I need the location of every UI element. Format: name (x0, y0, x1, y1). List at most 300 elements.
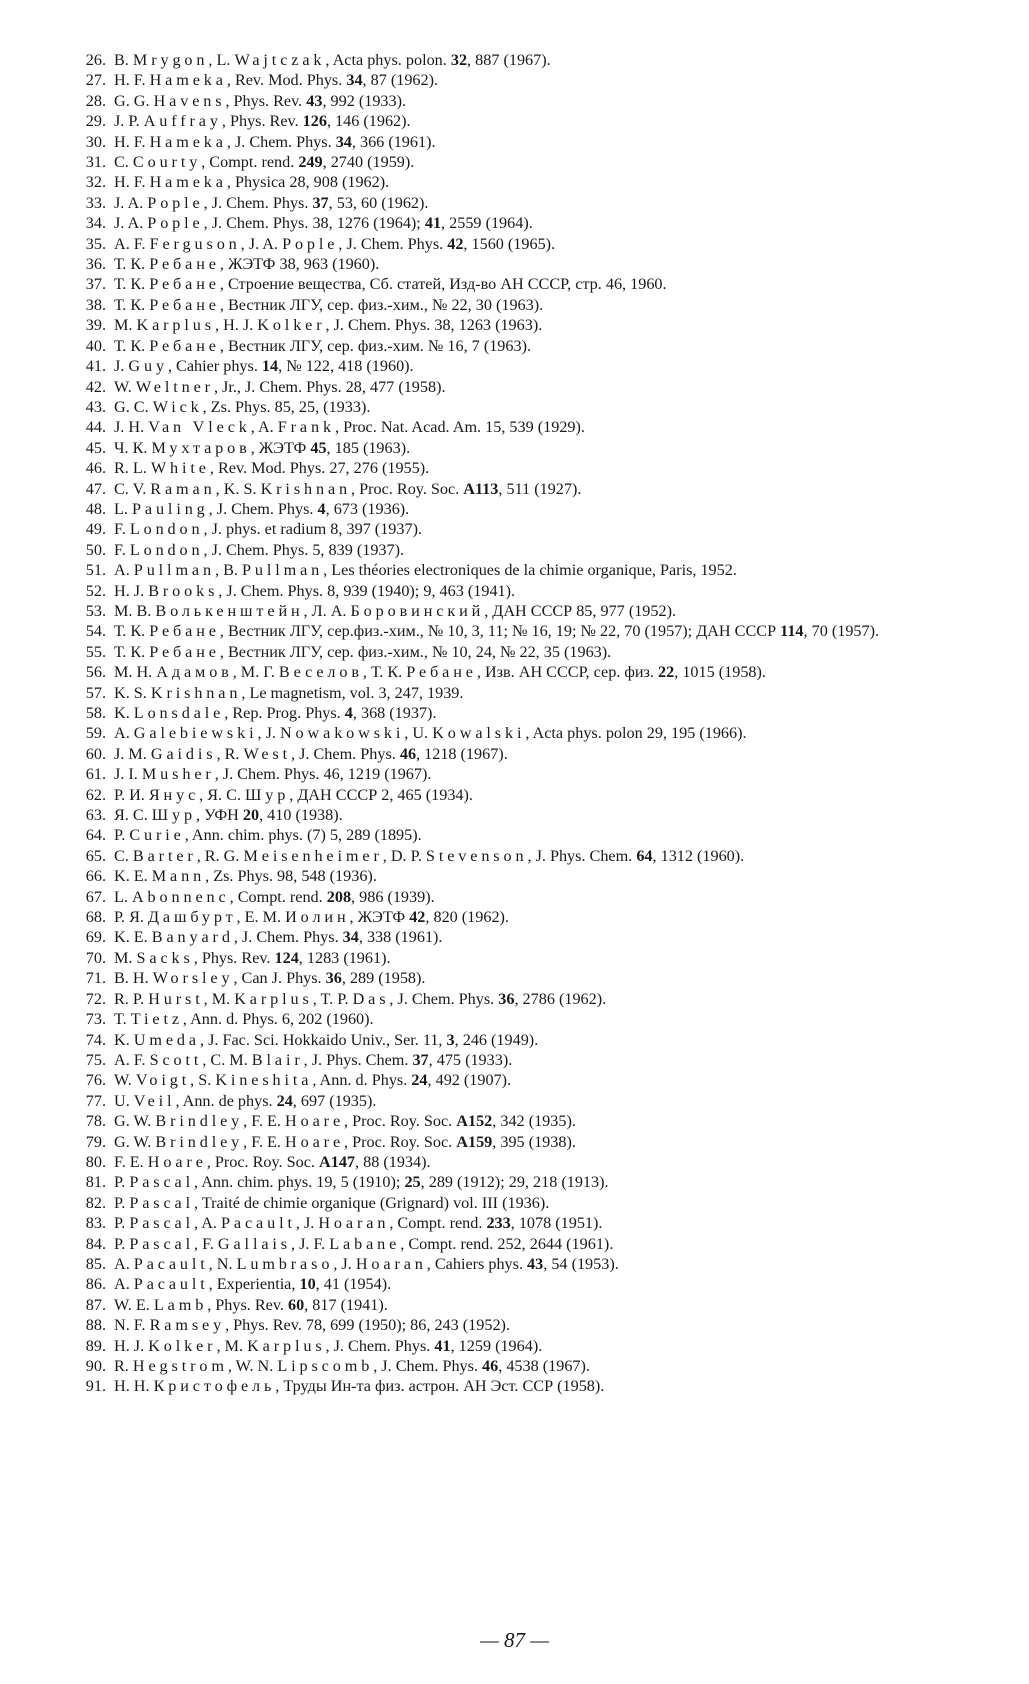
citation-text: , 410 (1938). (259, 806, 343, 825)
reference-item (62, 254, 962, 274)
citation-text: J. P. (114, 112, 144, 131)
author-name: Pacault (133, 1254, 209, 1273)
reference-item (62, 519, 962, 539)
reference-text (114, 50, 962, 70)
citation-text: H. F. (114, 132, 150, 151)
author-name: Van Vleck (148, 418, 251, 437)
reference-number: 70. (85, 948, 106, 967)
citation-text: , М. Г. (232, 663, 279, 682)
author-name: Ребане (149, 642, 220, 661)
citation-text: , 4538 (1967). (498, 1357, 590, 1375)
volume-number: A152 (456, 1112, 493, 1131)
citation-text: , Ann. chim. phys. (7) 5, 289 (1895). (184, 826, 422, 845)
citation-text: , M. (203, 989, 235, 1008)
reference-number: 55. (85, 642, 106, 661)
citation-text: , Изв. АН СССР, сер. физ. (476, 663, 659, 682)
reference-number: 58. (85, 704, 106, 722)
volume-number: 46 (482, 1357, 499, 1375)
reference-text (114, 1050, 962, 1070)
citation-text: , B. (214, 561, 242, 580)
citation-text: F. (114, 520, 130, 539)
citation-text: Н. Н. (114, 1377, 154, 1396)
reference-item (62, 1009, 962, 1029)
citation-text: , J. Chem. Phys. 5, 839 (1937). (203, 540, 405, 559)
reference-text (114, 1009, 962, 1029)
volume-number: 208 (326, 887, 352, 906)
citation-text: , 70 (1957). (803, 622, 880, 641)
author-name: Galebiewski (133, 724, 258, 743)
reference-number: 74. (85, 1030, 106, 1049)
reference-number: 62. (85, 785, 106, 804)
volume-number: 24 (411, 1071, 428, 1090)
reference-item (62, 927, 962, 947)
citation-text: H. F. (114, 71, 150, 90)
citation-text: , L. (208, 51, 235, 69)
citation-text: , Zs. Phys. 85, 25, (1933). (202, 397, 371, 416)
reference-number: 50. (85, 540, 106, 559)
volume-number: 20 (242, 806, 260, 825)
reference-text (114, 499, 962, 519)
reference-item (62, 315, 962, 335)
reference-item (62, 642, 962, 662)
reference-text (114, 744, 962, 764)
citation-text: , 2559 (1964). (441, 214, 533, 233)
reference-number: 60. (85, 744, 106, 763)
citation-text: , Phys. Rev. (207, 1295, 288, 1314)
citation-text: , Вестник ЛГУ, сер.физ.-хим., № 10, 3, 11; № 16, 19; № 22, 70 (1957); ДАН СССР (219, 622, 781, 641)
reference-item (62, 968, 962, 988)
reference-text (114, 234, 962, 254)
author-name: Gaidis (150, 744, 217, 763)
reference-number: 56. (85, 663, 106, 682)
reference-number: 71. (85, 969, 106, 988)
reference-text (114, 1132, 962, 1152)
volume-number: 43 (306, 91, 323, 110)
citation-text: , Rev. Mod. Phys. 27, 276 (1955). (209, 459, 430, 478)
citation-text: , R. G. (196, 846, 244, 865)
citation-text: Ч. К. (114, 438, 152, 457)
citation-text: , 366 (1961). (351, 132, 436, 151)
reference-number: 75. (85, 1050, 106, 1069)
citation-text: J. M. (114, 744, 151, 763)
reference-number: 46. (85, 459, 106, 478)
author-name: Stevenson (425, 846, 528, 865)
citation-text: , 289 (1912); 29, 218 (1913). (420, 1173, 609, 1192)
citation-text: , 338 (1961). (358, 928, 443, 947)
citation-text: G. W. (114, 1132, 156, 1151)
citation-text: , 820 (1962). (425, 908, 509, 927)
citation-text: G. W. (114, 1112, 156, 1131)
reference-item (62, 152, 962, 172)
author-name: Мухтаров (151, 438, 251, 457)
reference-number: 43. (85, 397, 106, 416)
author-name: Veil (133, 1091, 176, 1110)
author-name: Hameka (149, 132, 227, 151)
volume-number: 45 (310, 438, 327, 457)
volume-number: 64 (636, 846, 653, 865)
citation-text: М. В. (114, 601, 156, 620)
citation-text: , 2786 (1962). (514, 989, 607, 1008)
reference-item (62, 1315, 962, 1335)
citation-text: , 2740 (1959). (322, 153, 415, 172)
author-name: Barter (132, 846, 197, 865)
author-name: Wajtczak (234, 51, 326, 69)
reference-number: 64. (85, 826, 106, 845)
reference-text (114, 152, 962, 172)
citation-text: , Л. А. (303, 601, 351, 620)
author-name: Ребане (149, 275, 220, 294)
citation-text: , F. E. (243, 1112, 286, 1131)
reference-item (62, 479, 962, 499)
citation-text: , Rep. Prog. Phys. (224, 704, 345, 722)
reference-text (114, 91, 962, 111)
author-name: Pascal (129, 1234, 194, 1253)
citation-text: , Proc. Roy. Soc. (206, 1152, 320, 1171)
author-name: Pascal (129, 1193, 194, 1212)
volume-number: 233 (486, 1214, 511, 1233)
reference-item (62, 1070, 962, 1090)
author-name: Brindley (155, 1132, 244, 1151)
author-name: Curie (129, 826, 185, 845)
author-name: Hameka (149, 173, 227, 192)
author-name: Krishnan (260, 479, 352, 498)
citation-text: , 492 (1907). (427, 1071, 512, 1090)
reference-item (62, 581, 962, 601)
reference-text (114, 683, 962, 703)
volume-number: 36 (325, 969, 342, 988)
reference-text (114, 377, 962, 397)
reference-item (62, 1376, 962, 1396)
citation-text: L. (114, 499, 132, 518)
author-name: Raman (150, 479, 216, 498)
citation-text: , Ann. de phys. (175, 1091, 277, 1110)
citation-text: P. (114, 1173, 130, 1192)
citation-text: , 395 (1938). (492, 1132, 576, 1151)
citation-text: , Experientia, (208, 1275, 300, 1294)
citation-text: , Вестник ЛГУ, сер. физ.-хим., № 22, 30 (1963). (219, 295, 544, 314)
reference-item (62, 1336, 962, 1356)
reference-number: 32. (85, 173, 106, 192)
volume-number: 46 (399, 744, 417, 763)
author-name: Волькенштейн (155, 601, 304, 620)
reference-number: 87. (85, 1295, 106, 1314)
reference-number: 42. (85, 377, 106, 396)
reference-item (62, 825, 962, 845)
reference-number: 59. (85, 724, 106, 743)
citation-text: , U. (404, 724, 433, 743)
reference-item (62, 846, 962, 866)
reference-number: 66. (85, 867, 106, 886)
reference-text (114, 764, 962, 784)
citation-text: B. (114, 51, 133, 69)
reference-item (62, 438, 962, 458)
reference-text (114, 1152, 962, 1172)
citation-text: , 1259 (1964). (450, 1336, 543, 1355)
citation-text: , J. Chem. Phys. (389, 989, 499, 1008)
citation-text: K. (114, 1030, 134, 1049)
citation-text: , Е. М. (236, 908, 286, 927)
citation-text: , F. E. (243, 1132, 286, 1151)
reference-text (114, 1274, 962, 1294)
reference-number: 77. (85, 1091, 106, 1110)
citation-text: , Cahier phys. (167, 357, 262, 376)
reference-item (62, 377, 962, 397)
citation-text: , Compt. rend. (201, 153, 299, 172)
citation-text: , 475 (1933). (428, 1050, 513, 1069)
citation-text: , A. (194, 1214, 221, 1233)
citation-text: , 289 (1958). (341, 969, 426, 988)
reference-item (62, 91, 962, 111)
volume-number: 36 (498, 989, 515, 1008)
reference-text (114, 560, 962, 580)
reference-item (62, 1030, 962, 1050)
reference-item (62, 744, 962, 764)
volume-number: 249 (298, 153, 323, 172)
citation-text: , J. Chem. Phys. (233, 928, 343, 947)
reference-text (114, 1172, 962, 1192)
reference-text (114, 356, 962, 376)
author-name: London (129, 520, 204, 539)
reference-number: 36. (85, 255, 106, 274)
volume-number: 3 (446, 1030, 455, 1049)
volume-number: 34 (342, 928, 359, 947)
citation-text: , Proc. Roy. Soc. (351, 479, 464, 498)
citation-text: , 1078 (1951). (510, 1214, 603, 1233)
citation-text: , J. Chem. Phys. (291, 744, 400, 763)
citation-text: , H. J. (214, 316, 258, 335)
author-name: Brooks (148, 581, 219, 600)
reference-item (62, 989, 962, 1009)
author-name: Pacault (133, 1275, 209, 1294)
author-name: West (243, 744, 291, 763)
citation-text: , Les théories electroniques de la chimie organique, Paris, 1952. (323, 561, 737, 580)
reference-text (114, 907, 962, 927)
citation-text: , Can J. Phys. (233, 969, 326, 988)
author-name: Lamb (153, 1295, 208, 1314)
reference-text (114, 621, 962, 641)
volume-number: 42 (447, 234, 464, 253)
volume-number: 14 (261, 357, 279, 376)
volume-number: 22 (658, 663, 675, 682)
reference-list (62, 50, 962, 1397)
reference-number: 49. (85, 520, 106, 539)
author-name: Янус (148, 785, 200, 804)
citation-text: , 986 (1939). (351, 887, 435, 906)
reference-number: 27. (85, 71, 106, 90)
citation-text: G. G. (114, 91, 154, 110)
reference-number: 33. (85, 193, 106, 212)
citation-text: R. (114, 1357, 133, 1375)
citation-text: K. E. (114, 867, 152, 886)
citation-text: , J. Chem. Phys. (373, 1357, 483, 1375)
reference-number: 61. (85, 765, 106, 784)
reference-number: 54. (85, 622, 106, 641)
author-name: Hurst (148, 989, 204, 1008)
reference-item (62, 703, 962, 723)
citation-text: , 992 (1933). (322, 91, 407, 110)
citation-text: Я. С. (114, 806, 152, 825)
reference-item (62, 560, 962, 580)
author-name: Kolker (148, 1336, 217, 1355)
citation-text: Т. К. (114, 295, 150, 314)
author-name: Pauling (131, 499, 209, 518)
reference-text (114, 1336, 962, 1356)
citation-text: Т. К. (114, 255, 150, 274)
reference-number: 72. (85, 989, 106, 1008)
citation-text: C. (114, 846, 133, 865)
author-name: Abonnenc (131, 887, 230, 906)
reference-number: 35. (85, 234, 106, 253)
citation-text: , 87 (1962). (362, 71, 439, 90)
citation-text: P. (114, 1214, 130, 1233)
author-name: Ребане (149, 622, 220, 641)
reference-text (114, 1070, 962, 1090)
citation-text: B. H. (114, 969, 153, 988)
reference-number: 52. (85, 581, 106, 600)
citation-text: M. (114, 316, 137, 335)
author-name: Nowakowski (279, 724, 405, 743)
reference-text (114, 1254, 962, 1274)
author-name: Guy (128, 357, 168, 376)
reference-number: 41. (85, 357, 106, 376)
reference-item (62, 1193, 962, 1213)
citation-text: U. (114, 1091, 134, 1110)
author-name: Lumbraso (236, 1254, 334, 1273)
citation-text: , N. (208, 1254, 237, 1273)
reference-number: 48. (85, 499, 106, 518)
reference-text (114, 295, 962, 315)
author-name: Banyard (151, 928, 234, 947)
reference-number: 81. (85, 1173, 106, 1192)
author-name: Hameka (149, 71, 227, 90)
reference-number: 69. (85, 928, 106, 947)
reference-text (114, 274, 962, 294)
author-name: Mann (151, 867, 206, 886)
citation-text: , R. (216, 744, 244, 763)
citation-text: A. (114, 1254, 134, 1273)
reference-text (114, 866, 962, 886)
citation-text: W. E. (114, 1295, 154, 1314)
reference-number: 78. (85, 1112, 106, 1131)
citation-text: Т. К. (114, 642, 150, 661)
reference-item (62, 866, 962, 886)
author-name: Pople (147, 214, 204, 233)
reference-text (114, 111, 962, 131)
citation-text: , Jr., J. Chem. Phys. 28, 477 (1958). (213, 377, 446, 396)
volume-number: 124 (274, 948, 299, 967)
author-name: Шур (151, 806, 196, 825)
citation-text: , ЖЭТФ (250, 438, 311, 457)
citation-text: , 1283 (1961). (298, 948, 391, 967)
citation-text: , J. Chem. Phys. 46, 1219 (1967). (214, 765, 432, 784)
author-name: Frank (277, 418, 335, 437)
reference-item (62, 907, 962, 927)
volume-number: A159 (456, 1132, 493, 1151)
author-name: Kowalski (432, 724, 526, 743)
author-name: Pascal (129, 1173, 194, 1192)
citation-text: P. (114, 1234, 130, 1253)
reference-item (62, 723, 962, 743)
citation-text: , Ann. chim. phys. 19, 5 (1910); (194, 1173, 405, 1192)
citation-text: C. (114, 153, 133, 172)
reference-item (62, 234, 962, 254)
reference-number: 68. (85, 908, 106, 927)
citation-text: , УФН (195, 806, 243, 825)
page-number: — 87 — (480, 1628, 549, 1652)
author-name: Auffray (143, 112, 222, 131)
reference-text (114, 1376, 962, 1396)
reference-number: 88. (85, 1316, 106, 1335)
citation-text: H. J. (114, 581, 149, 600)
reference-item (62, 336, 962, 356)
author-name: Боровинский (350, 601, 485, 620)
author-name: Кристофель (153, 1377, 276, 1396)
reference-item (62, 193, 962, 213)
reference-text (114, 172, 962, 192)
citation-text: , J. Chem. Phys. (325, 1336, 435, 1355)
citation-text: , 697 (1935). (292, 1091, 377, 1110)
citation-text: A. (114, 1275, 134, 1294)
reference-item (62, 356, 962, 376)
reference-item (62, 1152, 962, 1172)
author-name: Lipscomb (277, 1357, 374, 1375)
citation-text: , J. F. (290, 1234, 330, 1253)
author-name: Иолин (285, 908, 350, 927)
citation-text: , Cahiers phys. (426, 1254, 528, 1273)
volume-number: 24 (276, 1091, 293, 1110)
citation-text: , 1312 (1960). (652, 846, 745, 865)
citation-text: C. V. (114, 479, 151, 498)
reference-text (114, 1091, 962, 1111)
author-name: Wick (152, 397, 203, 416)
volume-number: 114 (780, 622, 804, 641)
citation-text: K. E. (114, 928, 152, 947)
author-name: Blair (251, 1050, 304, 1069)
reference-text (114, 1213, 962, 1233)
citation-text: , S. (190, 1071, 216, 1090)
reference-text (114, 927, 962, 947)
volume-number: 4 (344, 704, 353, 722)
citation-text: R. L. (114, 459, 151, 478)
citation-text: G. C. (114, 397, 153, 416)
author-name: Scott (149, 1050, 203, 1069)
citation-text: H. J. (114, 1336, 149, 1355)
reference-item (62, 1213, 962, 1233)
citation-text: , J. Fac. Sci. Hokkaido Univ., Ser. 11, (199, 1030, 447, 1049)
reference-number: 84. (85, 1234, 106, 1253)
citation-text: , 146 (1962). (326, 112, 411, 131)
reference-number: 29. (85, 112, 106, 131)
reference-text (114, 417, 962, 437)
reference-number: 63. (85, 806, 106, 825)
author-name: Worsley (152, 969, 234, 988)
citation-text: , M. (216, 1336, 248, 1355)
author-name: White (150, 459, 210, 478)
citation-text: , 88 (1934). (355, 1152, 431, 1171)
volume-number: 4 (317, 499, 326, 518)
reference-item (62, 805, 962, 825)
citation-text: , J. (295, 1214, 319, 1233)
citation-text: H. F. (114, 173, 150, 192)
reference-text (114, 254, 962, 274)
citation-text: J. I. (114, 765, 142, 784)
reference-text (114, 70, 962, 90)
citation-text: , T. P. (312, 989, 353, 1008)
volume-number: 25 (404, 1173, 421, 1192)
citation-text: , Compt. rend. 252, 2644 (1961). (400, 1234, 614, 1253)
citation-text: , 342 (1935). (492, 1112, 576, 1131)
author-name: Kolker (257, 316, 326, 335)
